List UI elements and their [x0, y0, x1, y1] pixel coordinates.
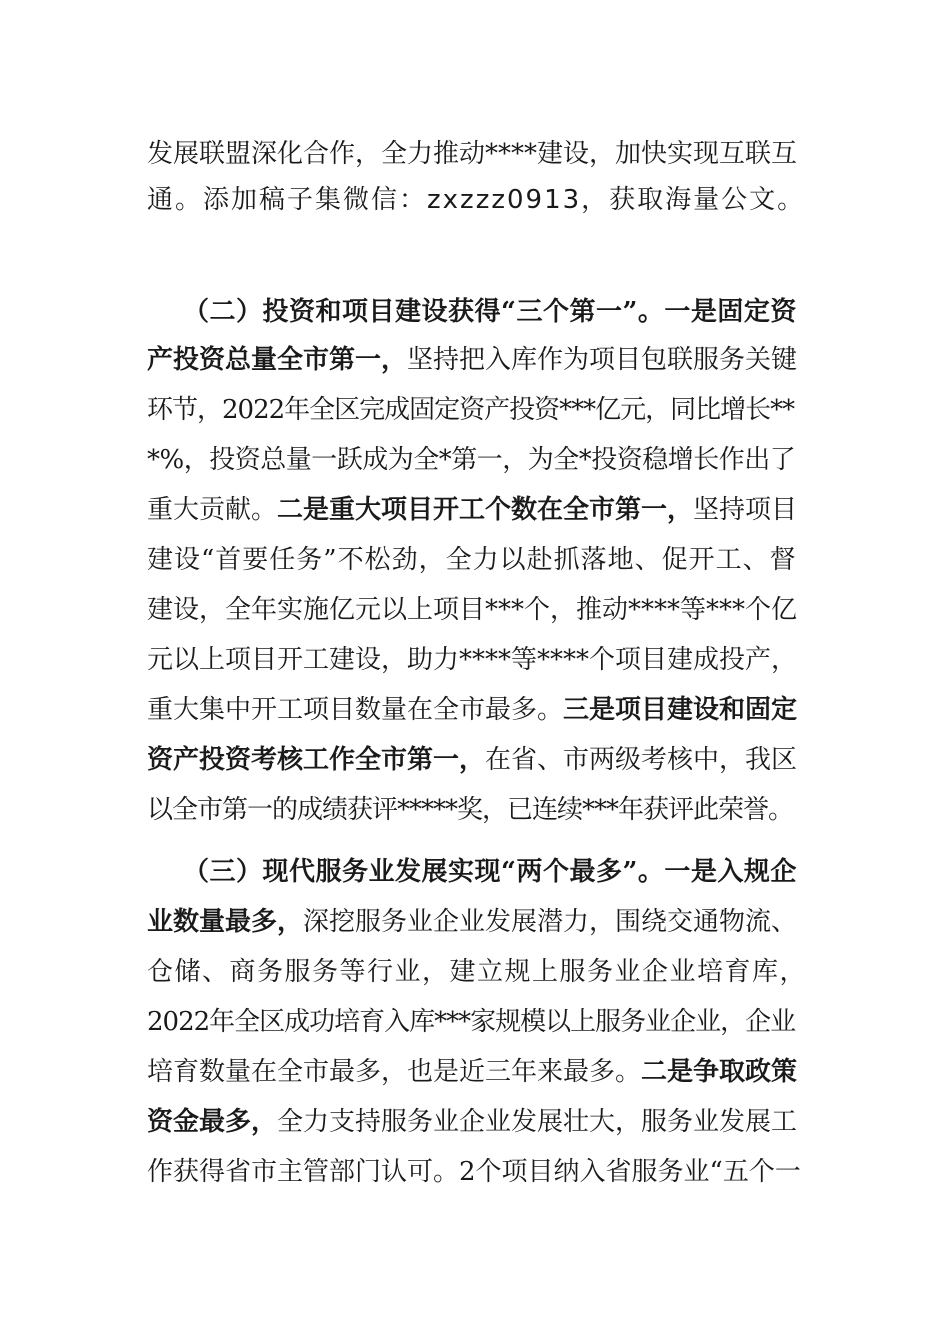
section-2-text-3: 环节，2022年全区完成固定资产投资***亿元，同比增长**	[147, 395, 795, 425]
section-2-text-9: 重大集中开工项目数量在全市最多。	[147, 695, 564, 725]
section-3-heading-text: （三）现代服务业发展实现“两个最多”。一是入规企	[183, 857, 797, 887]
section-2-line-4	[147, 444, 807, 476]
section-2-point-1-text: 坚持把入库作为项目包联服务关键	[407, 345, 798, 375]
section-3-point-2-bold-b: 资金最多，	[147, 1107, 278, 1137]
section-3-point-1-bold: 业数量最多，	[147, 907, 304, 937]
section-2-point-1-bold: 产投资总量全市第一，	[147, 345, 408, 375]
section-3-point-1-text: 深挖服务业企业发展潜力，围绕交通物流、	[303, 907, 798, 937]
section-2-text-10: 在省、市两级考核中，我区	[485, 745, 798, 775]
section-2-point-2-bold: 二是重大项目开工个数在全市第一，	[277, 495, 694, 525]
section-2-line-6	[147, 544, 807, 576]
section-2-text-7: 建设，全年实施亿元以上项目***个，推动****等***个亿	[147, 595, 798, 625]
section-3-heading	[183, 856, 807, 888]
section-2-text-6: 建设“首要任务”不松劲，全力以赴抓落地、促开工、督	[147, 545, 797, 575]
intro-text-2b: ，获取海量公文。	[581, 185, 806, 215]
section-3-line-4	[147, 1006, 807, 1038]
intro-line-2	[147, 184, 807, 216]
section-3-text-6: 全力支持服务业企业发展壮大，服务业发展工	[277, 1107, 798, 1137]
section-2-line-2	[147, 344, 807, 376]
section-3-text-3: 仓储、商务服务等行业，建立规上服务业企业培育库，	[147, 957, 808, 987]
section-2-line-9	[147, 694, 807, 726]
section-3-line-5	[147, 1056, 807, 1088]
section-2-line-10	[147, 744, 807, 776]
section-2-line-11	[147, 794, 807, 826]
wechat-id: zxzzz0913	[427, 185, 582, 215]
section-3-text-7: 作获得省市主管部门认可。2个项目纳入省服务业“五个一	[147, 1157, 801, 1187]
section-2-line-8	[147, 644, 807, 676]
section-2-line-5	[147, 494, 807, 526]
section-3-point-2-bold-a: 二是争取政策	[641, 1057, 798, 1087]
section-2-point-3-bold-b: 资产投资考核工作全市第一，	[147, 745, 486, 775]
section-3-line-6	[147, 1106, 807, 1138]
section-2-text-4: *%，投资总量一跃成为全*第一，为全*投资稳增长作出了	[147, 445, 796, 475]
section-2-text-5-suffix: 坚持项目	[693, 495, 798, 525]
section-2-heading	[183, 296, 807, 328]
section-2-text-5: 重大贡献。	[147, 495, 278, 525]
section-2-text-8: 元以上项目开工建设，助力****等****个项目建成投产，	[147, 645, 798, 675]
intro-text-2a: 通。添加稿子集微信：	[147, 185, 428, 215]
intro-text-1: 发展联盟深化合作，全力推动****建设，加快实现互联互	[147, 139, 798, 169]
intro-line-1	[147, 138, 807, 170]
section-3-line-3	[147, 956, 807, 988]
section-3-line-2	[147, 906, 807, 938]
section-3-text-5: 培育数量在全市最多，也是近三年来最多。	[147, 1057, 642, 1087]
section-2-heading-text: （二）投资和项目建设获得“三个第一”。一是固定资	[183, 297, 797, 327]
section-3-line-7	[147, 1156, 807, 1188]
section-2-point-3-bold-a: 三是项目建设和固定	[563, 695, 798, 725]
section-2-line-7	[147, 594, 807, 626]
section-2-text-11: 以全市第一的成绩获评*****奖，已连续***年获评此荣誉。	[147, 795, 794, 825]
section-3-text-4: 2022年全区成功培育入库***家规模以上服务业企业，企业	[147, 1007, 796, 1037]
section-2-line-3	[147, 394, 807, 426]
